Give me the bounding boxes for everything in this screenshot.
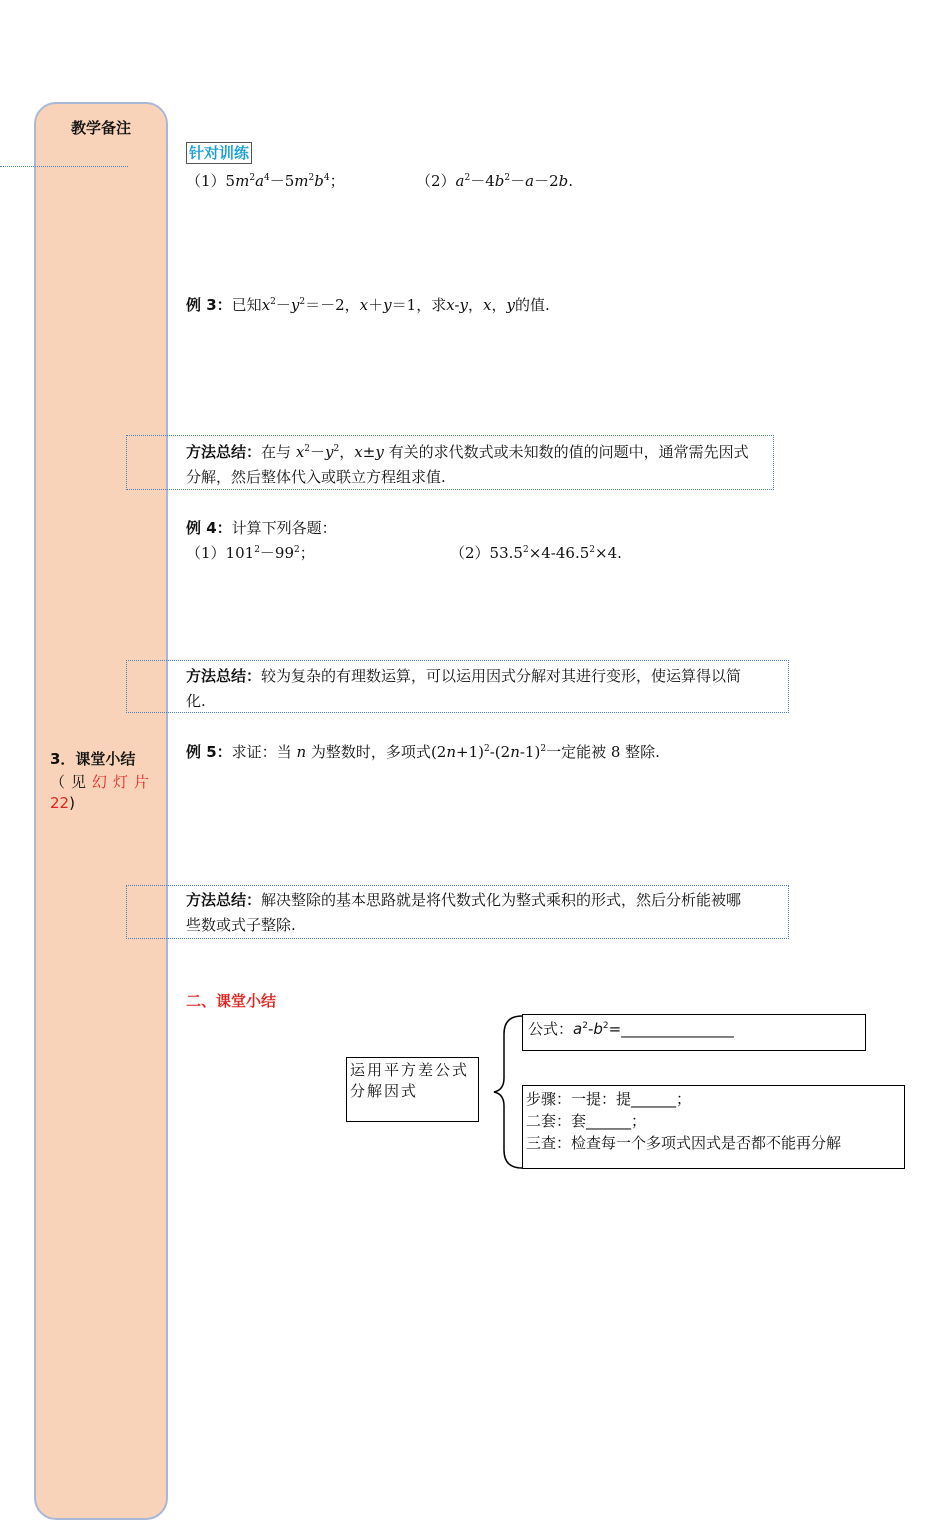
training-q2: $(2)a^2-4b^2-a-2b$. xyxy=(416,172,574,190)
sidebar-slide-number: 22) xyxy=(50,794,75,812)
dotted-divider xyxy=(0,166,128,167)
training-q1: $(1)5m^2a^4-5m^2b^4$； xyxy=(186,172,345,190)
summary-left-box: 运用平方差公式分解因式 xyxy=(346,1057,479,1122)
steps-box xyxy=(522,1085,905,1169)
step-3: 三查：检查每一个多项式因式是否都不能再分解 xyxy=(526,1134,842,1152)
example3: 例 3：已知$x^2-y^2=-2$，x＋y＝1，求x-y，x，y的值. xyxy=(186,296,550,314)
training-label: 针对训练 xyxy=(186,142,252,164)
step-2: 二套：套______； xyxy=(526,1112,647,1130)
step-1: 步骤：一提：提______； xyxy=(526,1090,692,1108)
method-summary-3: 方法总结：解决整除的基本思路就是将代数式化为整式乘积的形式，然后分析能被哪 些数或式子整除. xyxy=(186,891,742,934)
example4-q1: $(1)101^2-99^2$； xyxy=(186,544,315,562)
example4-q2: $(2)53.5^2\times 4-46.5^2\times 4$. xyxy=(450,544,622,562)
example4: 例 4：计算下列各题： xyxy=(186,519,337,537)
method-summary-2: 方法总结：较为复杂的有理数运算，可以运用因式分解对其进行变形，使运算得以简 化. xyxy=(186,667,742,710)
sidebar-title: 教学备注 xyxy=(70,119,131,137)
example5: 例 5：求证：当 n 为整数时，多项式$(2n+1)^2-(2n-1)^2$一定能被 8 整除. xyxy=(186,743,660,761)
formula-box: 公式：$a^2-b^2=\_\_\_\_\_\_\_\_\_\_\_\_\_\_\_$ xyxy=(522,1014,866,1051)
sidebar-section-label: 3．课堂小结 xyxy=(50,750,136,768)
method-summary-1: 方法总结：在与 $x^2-y^2$，x±y 有关的求代数式或未知数的值的问题中，通常需先因式 分解，然后整体代入或联立方程组求值. xyxy=(186,443,749,486)
summary-title: 二、课堂小结 xyxy=(186,992,277,1010)
sidebar-slide-note: （见幻灯片 xyxy=(50,773,156,791)
